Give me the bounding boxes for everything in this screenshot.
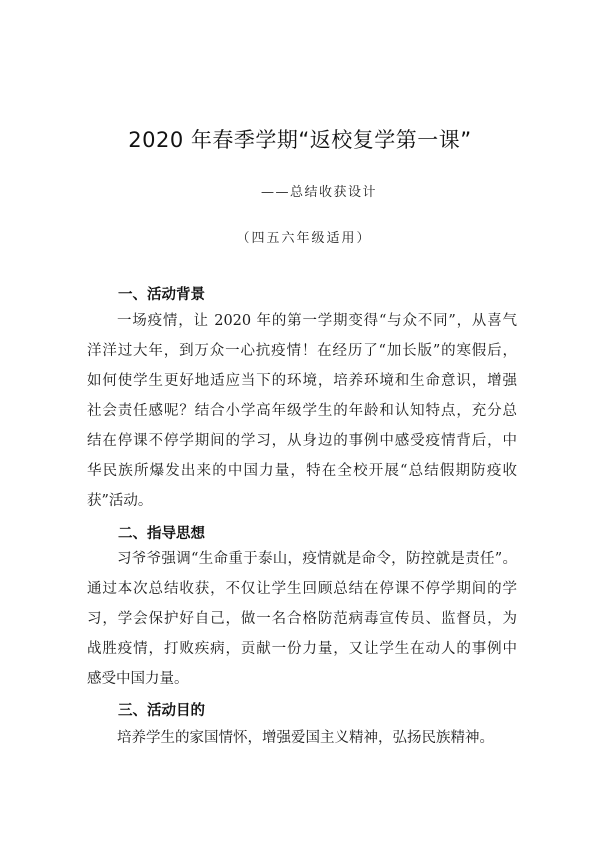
paragraph-line: 如何使学生更好地适应当下的环境，培养环境和生命意识，增强: [87, 373, 517, 389]
paragraph-line: 洋洋过大年，到万众一心抗疫情！在经历了“加长版”的寒假后，: [87, 343, 517, 359]
paragraph-line: 习，学会保护好自己，做一名合格防范病毒宣传员、监督员，为: [87, 611, 517, 627]
section-heading-background: 一、活动背景: [118, 287, 205, 303]
grade-note: （四五六年级适用）: [236, 231, 372, 246]
paragraph-line: 感受中国力量。: [87, 671, 189, 687]
paragraph-line: 培养学生的家国情怀，增强爱国主义精神，弘扬民族精神。: [117, 730, 494, 746]
paragraph-line: 一场疫情，让 2020 年的第一学期变得“与众不同”，从喜气: [117, 313, 517, 329]
paragraph-line: 社会责任感呢？结合小学高年级学生的年龄和认知特点，充分总: [87, 403, 517, 419]
paragraph-line: 华民族所爆发出来的中国力量，特在全校开展“总结假期防疫收: [87, 463, 517, 479]
paragraph-line: 获”活动。: [87, 493, 153, 509]
paragraph-line: 结在停课不停学期间的学习，从身边的事例中感受疫情背后，中: [87, 433, 517, 449]
paragraph-line: 习爷爷强调“生命重于泰山，疫情就是命令，防控就是责任”。: [117, 551, 517, 567]
section-heading-purpose: 三、活动目的: [118, 703, 205, 719]
document-title: 2020 年春季学期“返校复学第一课”: [128, 128, 472, 152]
paragraph-line: 战胜疫情，打败疾病，贡献一份力量，又让学生在动人的事例中: [87, 641, 517, 657]
document-subtitle: ——总结收获设计: [260, 185, 377, 200]
section-heading-guiding-thought: 二、指导思想: [118, 526, 205, 542]
paragraph-line: 通过本次总结收获，不仅让学生回顾总结在停课不停学期间的学: [87, 581, 517, 597]
